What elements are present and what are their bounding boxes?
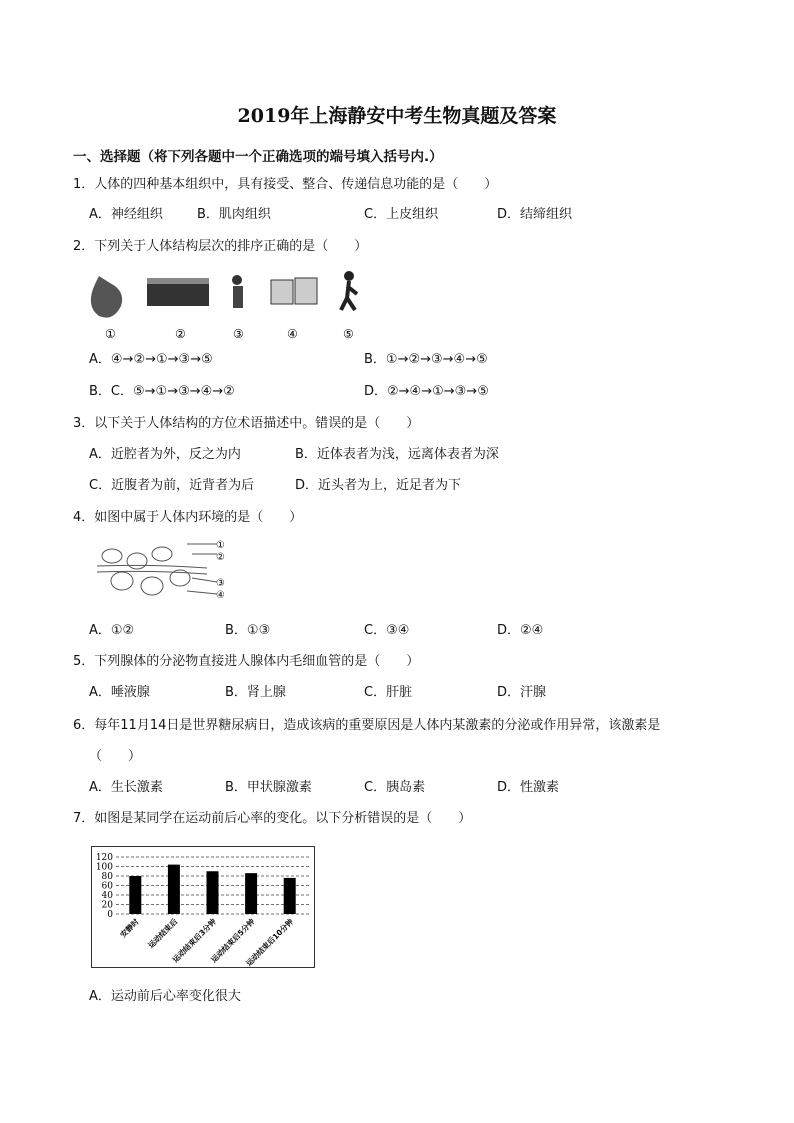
q3-option-c: C．近腹者为前，近背者为后	[89, 478, 255, 493]
q2-label-1: ①	[105, 327, 116, 341]
x-tick-label: 安静时	[118, 917, 141, 940]
q3-stem: 3．以下关于人体结构的方位术语描述中。错误的是（ ）	[73, 416, 420, 431]
bar	[284, 878, 296, 914]
q6-option-d: D．性激素	[497, 780, 560, 795]
bar	[245, 873, 257, 914]
q5-stem: 5．下列腺体的分泌物直接进人腺体内毛细血管的是（ ）	[73, 654, 420, 669]
q5-option-b: B．肾上腺	[225, 685, 286, 700]
q2-option-b: B．①→②→③→④→⑤	[364, 352, 488, 367]
x-tick-label: 运动结束后5分钟	[209, 917, 257, 965]
q3-option-a: A．近腔者为外，反之为内	[89, 447, 241, 462]
y-tick-label: 100	[95, 862, 113, 873]
q6-option-b: B．甲状腺激素	[225, 780, 312, 795]
svg-text:③: ③	[216, 578, 225, 589]
bar	[129, 876, 141, 914]
tissue-diagram-image	[92, 536, 232, 606]
q3-option-d: D．近头者为上，近足者为下	[295, 478, 462, 493]
q6-option-a: A．生长激素	[89, 780, 163, 795]
q1-option-b: B．肌肉组织	[197, 207, 271, 222]
structure-levels-image	[85, 266, 365, 346]
svg-text:④: ④	[287, 327, 298, 341]
q4-option-b: B．①③	[225, 623, 271, 638]
q4-option-a: A．①②	[89, 623, 135, 638]
q1-option-a: A．神经组织	[89, 207, 163, 222]
q6-option-c: C．胰岛素	[364, 780, 426, 795]
q7-stem: 7．如图是某同学在运动前后心率的变化。以下分析错误的是（ ）	[73, 811, 472, 826]
q2-stem: 2．下列关于人体结构层次的排序正确的是（ ）	[73, 239, 368, 254]
q5-option-d: D．汗腺	[497, 685, 547, 700]
x-tick-label: 运动结束后10分钟	[244, 917, 296, 968]
x-tick-label: 运动结束后3分钟	[170, 917, 218, 965]
q1-option-d: D．结缔组织	[497, 207, 573, 222]
svg-text:④: ④	[216, 590, 225, 601]
q4-option-d: D．②④	[497, 623, 544, 638]
q1-stem: 1．人体的四种基本组织中，具有接受、整合、传递信息功能的是（ ）	[73, 177, 498, 192]
y-tick-label: 20	[101, 900, 113, 911]
y-tick-label: 60	[101, 881, 113, 892]
x-tick-label: 运动结束后	[146, 917, 180, 950]
svg-text:②: ②	[175, 327, 186, 341]
bar	[168, 865, 180, 914]
bar	[207, 871, 219, 914]
svg-text:③: ③	[233, 327, 244, 341]
q4-option-c: C．③④	[364, 623, 410, 638]
q6-stem: 6．每年11月14日是世界糖尿病日，造成该病的重要原因是人体内某激素的分泌或作用异常，该激素是	[73, 718, 661, 733]
section-heading: 一、选择题（将下列各题中一个正确选项的端号填入括号内.）	[73, 149, 443, 165]
y-tick-label: 0	[107, 910, 113, 920]
q5-option-a: A．唾液腺	[89, 685, 150, 700]
q2-option-a: A．④→②→①→③→⑤	[89, 352, 213, 367]
y-tick-label: 120	[95, 853, 113, 863]
q1-option-c: C．上皮组织	[364, 207, 439, 222]
q2-option-c: B．C．⑤→①→③→④→②	[89, 384, 235, 399]
q5-option-c: C．肝脏	[364, 685, 413, 700]
q4-stem: 4．如图中属于人体内环境的是（ ）	[73, 510, 303, 525]
svg-text:②: ②	[216, 552, 225, 563]
y-tick-label: 80	[101, 872, 113, 882]
y-tick-label: 40	[101, 891, 113, 901]
svg-text:①: ①	[216, 540, 225, 551]
q7-option-a: A．运动前后心率变化很大	[89, 989, 241, 1004]
q3-option-b: B．近体表者为浅，远离体表者为深	[295, 447, 499, 462]
heart-rate-chart	[91, 846, 315, 968]
svg-text:⑤: ⑤	[343, 327, 354, 341]
q2-option-d: D．②→④→①→③→⑤	[364, 384, 489, 399]
page-title: 2019年上海静安中考生物真题及答案	[237, 105, 557, 127]
q6-stem-blank: （ ）	[89, 749, 142, 764]
